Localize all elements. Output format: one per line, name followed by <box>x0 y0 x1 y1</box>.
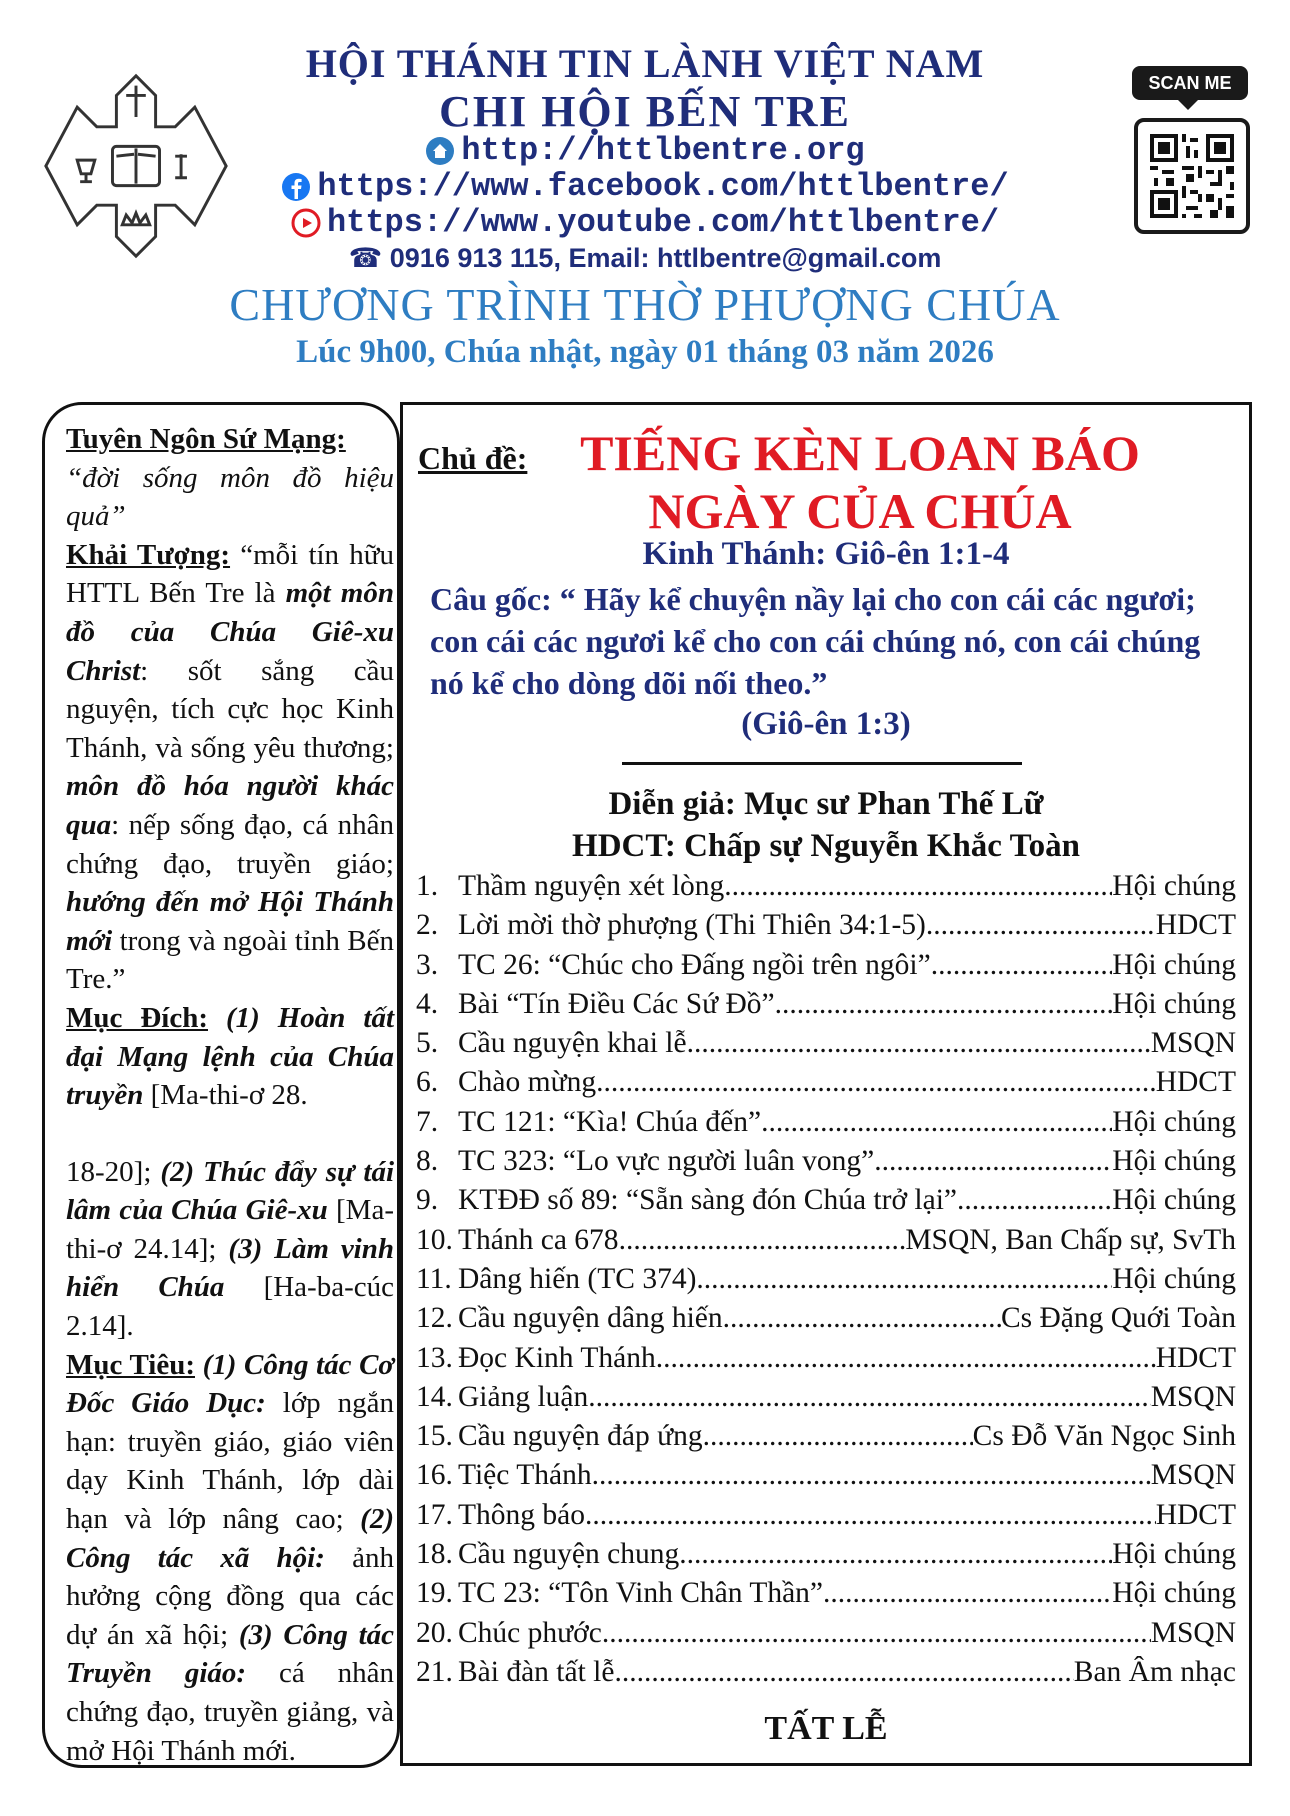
program-item-leader: MSQN <box>1150 1459 1236 1492</box>
purpose-1: (1) Hoàn tất đại Mạng lệnh của Chúa truyền <box>66 1001 394 1112</box>
program-item-title: Tiệc Thánh <box>458 1459 592 1492</box>
program-item-number: 1. <box>416 870 439 902</box>
program-item-number: 16. <box>416 1459 453 1492</box>
program-item-title: TC 121: “Kìa! Chúa đến” <box>458 1105 762 1138</box>
program-item-leader: Hội chúng <box>1112 1577 1236 1610</box>
dot-leader <box>823 1577 1112 1610</box>
program-item-title: TC 23: “Tôn Vinh Chân Thần” <box>458 1577 824 1610</box>
dot-leader <box>679 1538 1112 1571</box>
qr-code[interactable] <box>1134 118 1250 234</box>
mission-title: Tuyên Ngôn Sứ Mạng: <box>66 423 346 455</box>
dot-leader <box>704 1263 1113 1296</box>
scripture-reference: Kinh Thánh: Giô-ên 1:1-4 <box>642 536 1010 572</box>
program-item-number: 10. <box>416 1223 453 1256</box>
key-verse-reference: (Giô-ên 1:3) <box>741 706 911 742</box>
header-church-name: HỘI THÁNH TIN LÀNH VIỆT NAM <box>305 41 985 86</box>
program-item-leader: HDCT <box>1155 1498 1236 1531</box>
vision-text-c: : sốt sắng cầu nguyện, tích cực học Kinh Thánh, và sống yêu thương; <box>66 654 394 764</box>
program-item-leader: Hội chúng <box>1112 1105 1236 1138</box>
program-item-leader: MSQN <box>1150 1027 1236 1060</box>
program-item-title: TC 323: “Lo vực người luân vong” <box>458 1145 875 1178</box>
website-link[interactable]: http://httlbentre.org <box>461 132 865 169</box>
program-item-number: 18. <box>416 1538 453 1571</box>
program-item <box>416 1381 1236 1420</box>
program-item-number: 7. <box>416 1105 439 1138</box>
goal-1-text: lớp ngắn hạn: truyền giáo, giáo viên dạy Kinh Thánh, lớp dài hạn và lớp nâng cao; <box>66 1387 394 1536</box>
goal-2: (2) Công tác xã hội: <box>66 1503 394 1574</box>
program-item-title: TC 26: “Chúc cho Đấng ngồi trên ngôi” <box>458 948 931 981</box>
program-item-title: Thầm nguyện xét lòng <box>458 870 725 902</box>
dot-leader <box>585 1499 1156 1532</box>
program-item-number: 19. <box>416 1577 453 1610</box>
program-item-leader: HDCT <box>1155 909 1236 942</box>
program-item-title: Đọc Kinh Thánh <box>458 1341 656 1374</box>
purpose-label: Mục Đích: <box>66 1001 208 1034</box>
program-item-leader: HDCT <box>1155 1341 1236 1374</box>
program-item-number: 17. <box>416 1498 453 1531</box>
program-item-title: Dâng hiến (TC 374). <box>458 1262 704 1295</box>
program-item-leader: Hội chúng <box>1112 1184 1236 1217</box>
host: HDCT: Chấp sự Nguyễn Khắc Toàn <box>572 828 1080 864</box>
mission-subtitle: “đời sống môn đồ hiệu quả” <box>66 461 394 533</box>
closing-text: TẤT LỄ <box>764 1710 888 1747</box>
program-item-number: 15. <box>416 1420 453 1453</box>
program-item <box>416 1656 1236 1695</box>
program-item-number: 12. <box>416 1302 453 1335</box>
dot-leader <box>619 1224 906 1257</box>
dot-leader <box>703 1420 973 1453</box>
purpose-1-ref: [Ma-thi-ơ 28. <box>143 1079 308 1112</box>
program-item-number: 2. <box>416 909 439 942</box>
theme-label: Chủ đề: <box>418 440 528 476</box>
program-item <box>416 1342 1236 1381</box>
program-item-title: Cầu nguyện đáp ứng <box>458 1420 703 1453</box>
vision-text-d: môn đồ hóa người khác qua <box>66 770 394 841</box>
program-title: CHƯƠNG TRÌNH THỜ PHƯỢNG CHÚA <box>229 279 1061 330</box>
program-item-number: 11. <box>416 1262 452 1295</box>
program-item-leader: Hội chúng <box>1112 987 1236 1020</box>
dot-leader <box>588 1381 1150 1414</box>
dot-leader <box>602 1617 1151 1650</box>
theme-line-1: TIẾNG KÈN LOAN BÁO <box>580 425 1140 481</box>
youtube-icon <box>291 208 321 238</box>
goal-paragraph <box>66 1346 394 1771</box>
program-list <box>416 870 1236 1695</box>
program-item <box>416 1538 1236 1577</box>
header <box>0 0 1290 390</box>
vision-text-e: : nếp sống đạo, cá nhân chứng đạo, truyền giáo; <box>66 808 394 880</box>
goal-2-text: ảnh hưởng cộng đồng qua các dự án xã hội; <box>66 1541 394 1651</box>
goal-label: Mục Tiêu: <box>66 1348 195 1381</box>
program-item <box>416 870 1236 909</box>
vision-text-a: “mỗi tín hữu HTTL Bến Tre là <box>66 538 394 610</box>
program-item <box>416 1027 1236 1066</box>
dot-leader <box>874 1145 1112 1178</box>
program-item <box>416 1106 1236 1145</box>
program-item-number: 9. <box>416 1184 439 1217</box>
program-item-leader: MSQN <box>1150 1616 1236 1649</box>
dot-leader <box>724 870 1112 903</box>
header-branch-name: CHI HỘI BẾN TRE <box>439 87 851 136</box>
goal-3-text: cá nhân chứng đạo, truyền giảng, và mở Hội Thánh mới. <box>66 1657 395 1767</box>
key-verse: Câu gốc: “ Hãy kể chuyện nầy lại cho con cái các ngươi; con cái các ngươi kể cho con cái chúng nó, con cái chúng nó kể cho dòng dõi nối theo.” <box>430 581 1201 701</box>
facebook-link[interactable]: https://www.facebook.com/httlbentre/ <box>317 168 1009 205</box>
dot-leader <box>926 909 1156 942</box>
program-item-title: Bài “Tín Điều Các Sứ Đồ” <box>458 987 775 1020</box>
vision-text-b: một môn đồ của Chúa Giê-xu Christ <box>66 577 394 687</box>
program-item-leader: Hội chúng <box>1112 1262 1236 1295</box>
program-item-leader: Ban Âm nhạc <box>1073 1655 1236 1688</box>
program-item-leader: Hội chúng <box>1112 1538 1236 1571</box>
purpose-paragraph-2 <box>66 1153 394 1346</box>
dot-leader <box>761 1106 1112 1139</box>
program-item-number: 14. <box>416 1380 453 1413</box>
dot-leader <box>723 1302 1001 1335</box>
qr-code-block[interactable] <box>1132 66 1248 236</box>
program-item <box>416 1066 1236 1105</box>
dot-leader <box>592 1459 1151 1492</box>
program-item-title: Cầu nguyện chung <box>458 1538 680 1571</box>
dot-leader <box>656 1342 1156 1375</box>
speaker: Diễn giả: Mục sư Phan Thế Lữ <box>608 786 1044 822</box>
facebook-icon <box>281 172 311 202</box>
program-item-number: 4. <box>416 987 439 1020</box>
program-item <box>416 1302 1236 1341</box>
mission-text <box>66 420 394 1770</box>
purpose-paragraph-1 <box>66 999 394 1115</box>
program-item <box>416 1459 1236 1498</box>
dot-leader <box>596 1066 1156 1099</box>
program-item-leader: Hội chúng <box>1112 870 1236 902</box>
theme-line-2: NGÀY CỦA CHÚA <box>648 483 1072 539</box>
program-item-title: Cầu nguyện dâng hiến <box>458 1302 723 1335</box>
qr-code-pattern <box>1138 122 1246 230</box>
home-icon <box>425 136 455 166</box>
service-time: Lúc 9h00, Chúa nhật, ngày 01 tháng 03 năm 2026 <box>296 334 994 370</box>
program-item-leader: Hội chúng <box>1112 1145 1236 1178</box>
youtube-link-row[interactable] <box>0 204 1290 241</box>
dot-leader <box>957 1184 1112 1217</box>
program-item-title: Giảng luận <box>458 1380 589 1413</box>
program-item-leader: Cs Đỗ Văn Ngọc Sinh <box>972 1420 1236 1453</box>
program-item-number: 5. <box>416 1027 439 1060</box>
purpose-2-ref: [Ma-thi-ơ 24.14]; <box>66 1194 394 1265</box>
program-item <box>416 1420 1236 1459</box>
program-item-number: 13. <box>416 1341 453 1374</box>
program-item-leader: Hội chúng <box>1112 948 1236 981</box>
program-item-number: 6. <box>416 1066 439 1099</box>
goal-3: (3) Công tác Truyền giáo: <box>66 1618 395 1690</box>
facebook-link-row[interactable] <box>0 168 1290 205</box>
vision-label: Khải Tượng: <box>66 538 231 571</box>
goal-1: (1) Công tác Cơ Đốc Giáo Dục: <box>66 1348 394 1420</box>
program-item-leader: HDCT <box>1155 1066 1236 1099</box>
dot-leader <box>614 1656 1073 1689</box>
program-item-title: Thánh ca 678 <box>458 1223 619 1256</box>
purpose-3-ref: [Ha-ba-cúc 2.14]. <box>66 1271 394 1343</box>
contact-line: ☎ 0916 913 115, Email: httlbentre@gmail.com <box>348 243 942 273</box>
program-item <box>416 1145 1236 1184</box>
dot-leader <box>687 1027 1151 1060</box>
program-item <box>416 1263 1236 1302</box>
sermon-theme <box>520 424 1200 540</box>
program-item-leader: MSQN <box>1150 1380 1236 1413</box>
divider <box>622 762 1022 765</box>
program-item-title: Lời mời thờ phượng (Thi Thiên 34:1-5) <box>458 909 926 942</box>
vision-paragraph <box>66 536 394 999</box>
program-item <box>416 1224 1236 1263</box>
program-item-title: KTĐĐ số 89: “Sẵn sàng đón Chúa trở lại” <box>458 1184 957 1217</box>
program-item-title: Cầu nguyện khai lễ <box>458 1027 687 1060</box>
program-item-title: Bài đàn tất lễ <box>458 1655 615 1688</box>
purpose-2: (2) Thúc đẩy sự tái lâm của Chúa Giê-xu <box>66 1155 394 1227</box>
purpose-3: (3) Làm vinh hiển Chúa <box>66 1232 394 1304</box>
program-item-leader: MSQN, Ban Chấp sự, SvTh <box>905 1223 1236 1256</box>
dot-leader <box>931 949 1113 982</box>
purpose-1-ref2: 18-20]; <box>66 1155 161 1188</box>
program-item-number: 21. <box>416 1655 453 1688</box>
program-item-number: 8. <box>416 1145 439 1178</box>
program-item-title: Chúc phước <box>458 1616 602 1649</box>
scan-me-badge: SCAN ME <box>1132 66 1248 100</box>
program-item <box>416 988 1236 1027</box>
program-item <box>416 1577 1236 1616</box>
program-item-title: Chào mừng <box>458 1066 597 1099</box>
vision-text-f: hướng đến mở Hội Thánh mới <box>66 886 394 957</box>
program-item-number: 3. <box>416 948 439 981</box>
program-item-title: Thông báo <box>458 1498 585 1531</box>
youtube-link[interactable]: https://www.youtube.com/httlbentre/ <box>326 204 1000 241</box>
program-item <box>416 1184 1236 1223</box>
program-item-leader: Cs Đặng Quới Toàn <box>1000 1302 1236 1335</box>
vision-text-g: trong và ngoài tỉnh Bến Tre.” <box>66 924 394 996</box>
program-item <box>416 1499 1236 1538</box>
program-item <box>416 1617 1236 1656</box>
website-link-row[interactable] <box>0 132 1290 169</box>
dot-leader <box>775 988 1113 1021</box>
program-item <box>416 909 1236 948</box>
program-item-number: 20. <box>416 1616 453 1649</box>
program-item <box>416 949 1236 988</box>
